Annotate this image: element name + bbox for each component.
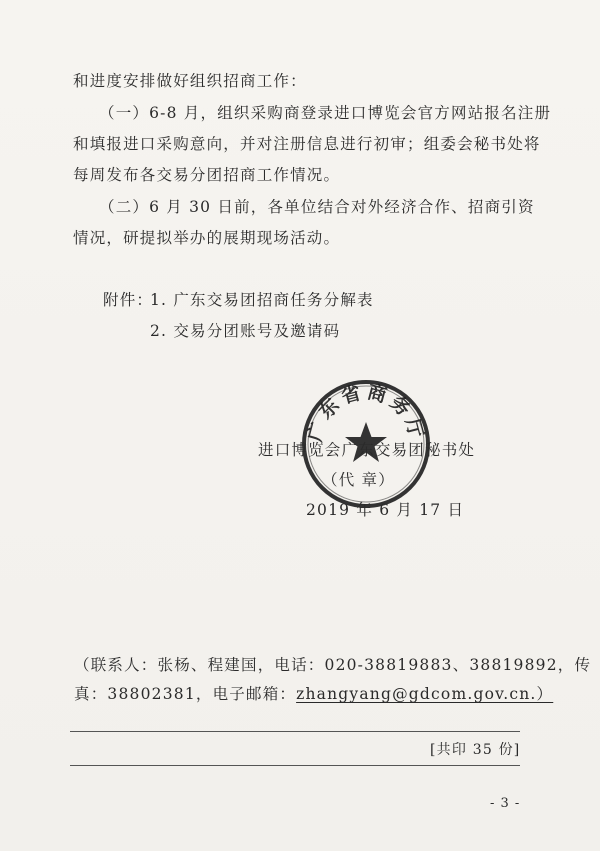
paragraph-line: 每周发布各交易分团招商工作情况。	[73, 166, 341, 184]
paragraph-line: 和进度安排做好组织招商工作：	[73, 72, 307, 90]
attachment-label: 附件：	[103, 291, 154, 309]
paragraph-line: 情况，研提拟举办的展期现场活动。	[73, 229, 341, 247]
print-count: [共印 35 份]	[430, 742, 521, 758]
contact-line-2	[74, 684, 553, 704]
contact-fax: 真：38802381，电子邮箱：	[74, 685, 297, 703]
document-date: 2019 年 6 月 17 日	[306, 501, 465, 519]
signer-note: （代 章）	[322, 471, 395, 489]
divider-bottom	[70, 765, 520, 766]
signer-name: 进口博览会广东交易团秘书处	[258, 441, 476, 459]
attachment-item-1: 1. 广东交易团招商任务分解表	[150, 291, 374, 309]
attachment-item-2: 2. 交易分团账号及邀请码	[150, 322, 341, 340]
paragraph-line: （二）6 月 30 日前，各单位结合对外经济合作、招商引资	[99, 198, 535, 216]
divider-top	[70, 731, 520, 732]
contact-line-1: （联系人：张杨、程建国，电话：020-38819883、38819892，传	[74, 656, 592, 674]
svg-text:广东省商务厅: 广东省商务厅	[304, 380, 428, 445]
paragraph-line: 和填报进口采购意向，并对注册信息进行初审；组委会秘书处将	[73, 135, 541, 153]
contact-email-link[interactable]: zhangyang@gdcom.gov.cn.）	[296, 685, 554, 703]
page-number: - 3 -	[490, 796, 521, 811]
paragraph-line: （一）6-8 月，组织采购商登录进口博览会官方网站报名注册	[99, 104, 552, 122]
